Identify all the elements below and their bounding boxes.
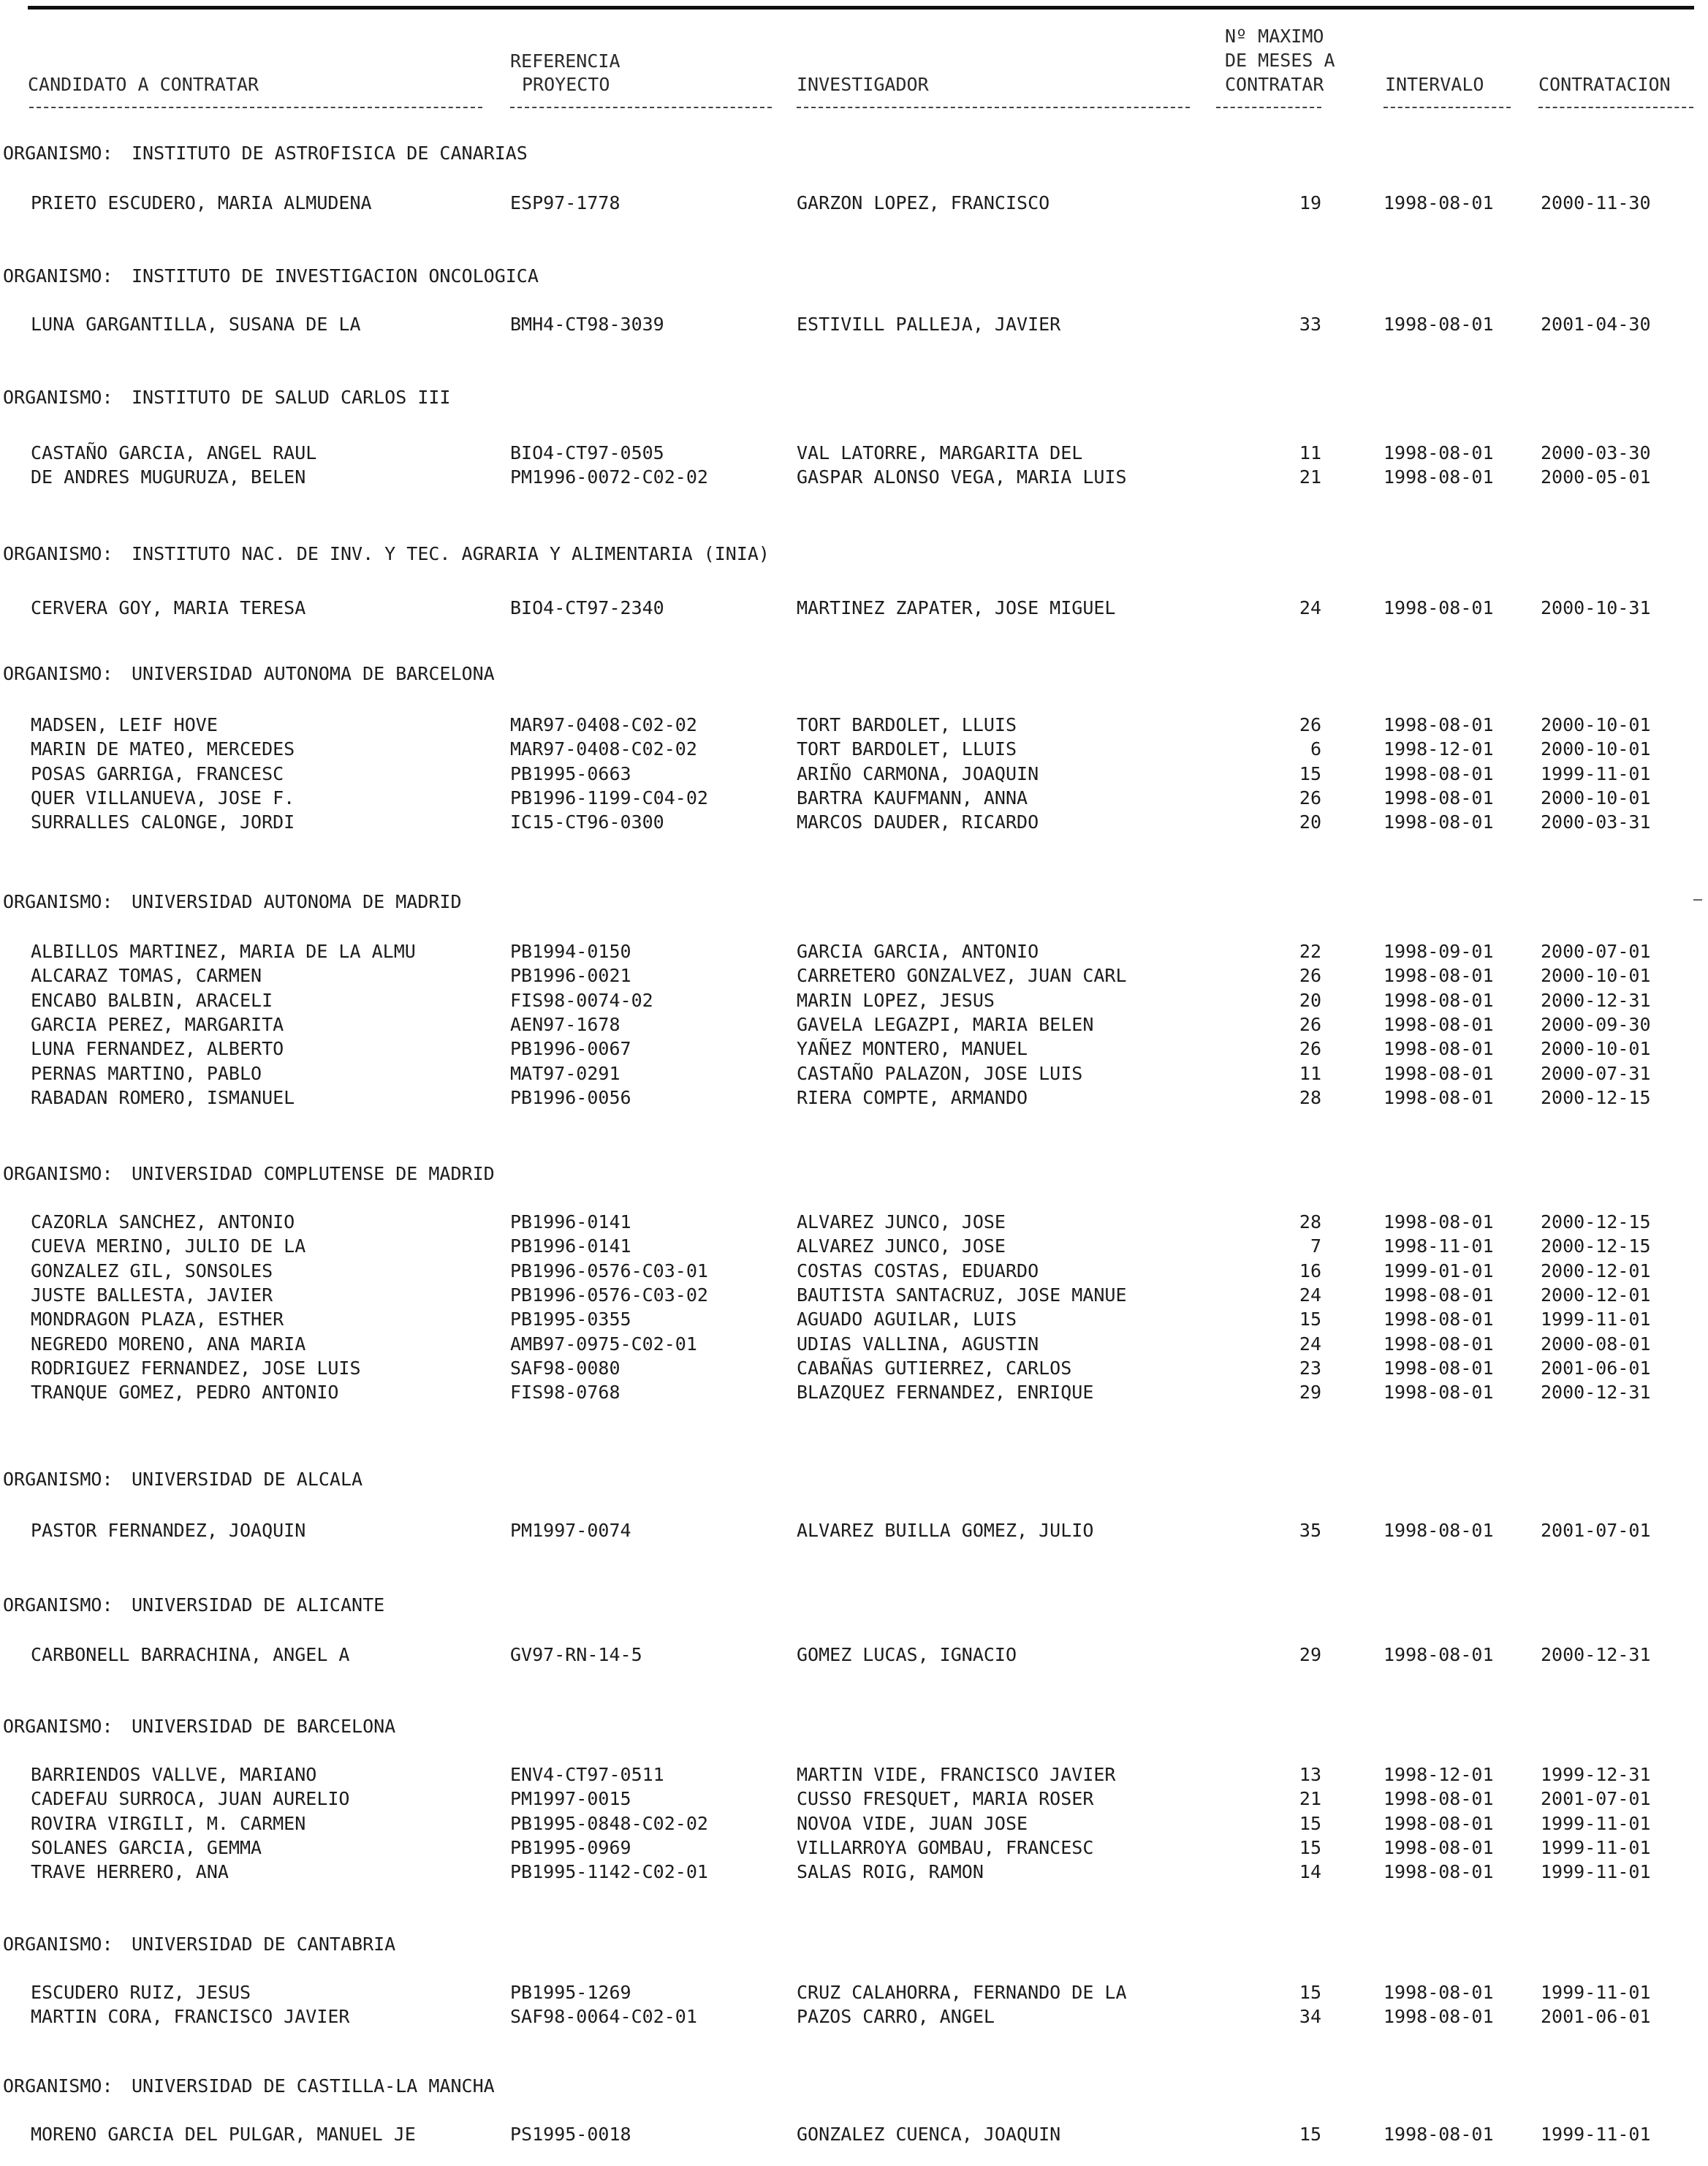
cell-intervalo: 1998-08-01 [1384,1211,1494,1232]
cell-candidato: PRIETO ESCUDERO, MARIA ALMUDENA [31,192,372,213]
cell-intervalo: 1998-08-01 [1384,1982,1494,2003]
cell-intervalo: 1998-08-01 [1384,466,1494,488]
cell-meses: 7 [1310,1235,1321,1257]
cell-meses: 35 [1299,1520,1321,1541]
cell-investigador: MARIN LOPEZ, JESUS [797,989,995,1011]
organismo-label: ORGANISMO: [3,143,113,164]
organismo-label: ORGANISMO: [3,891,113,912]
header-meses-line2: DE MESES A [1225,50,1335,71]
cell-candidato: CARBONELL BARRACHINA, ANGEL A [31,1644,350,1665]
cell-intervalo: 1998-08-01 [1384,2006,1494,2028]
cell-meses: 21 [1299,466,1321,488]
cell-investigador: CABAÑAS GUTIERREZ, CARLOS [797,1357,1072,1379]
cell-intervalo: 1998-11-01 [1384,1235,1494,1257]
cell-investigador: COSTAS COSTAS, EDUARDO [797,1260,1039,1281]
cell-investigador: ALVAREZ JUNCO, JOSE [797,1211,1006,1232]
cell-meses: 13 [1299,1764,1321,1785]
cell-investigador: BLAZQUEZ FERNANDEZ, ENRIQUE [797,1382,1094,1404]
cell-referencia: BMH4-CT98-3039 [510,314,664,335]
header-underline-investigador [797,107,1190,108]
organismo-name: UNIVERSIDAD COMPLUTENSE DE MADRID [132,1163,495,1184]
cell-contratacion: 1999-11-01 [1541,1836,1651,1858]
cell-candidato: BARRIENDOS VALLVE, MARIANO [31,1764,317,1785]
cell-referencia: PB1996-0576-C03-01 [510,1260,708,1281]
cell-investigador: GASPAR ALONSO VEGA, MARIA LUIS [797,466,1127,488]
cell-investigador: BARTRA KAUFMANN, ANNA [797,787,1028,809]
cell-referencia: SAF98-0080 [510,1357,620,1379]
organismo-name: INSTITUTO NAC. DE INV. Y TEC. AGRARIA Y ALIMENTARIA (INIA) [132,543,770,564]
header-meses-line3: CONTRATAR [1225,74,1324,95]
cell-intervalo: 1998-08-01 [1384,1284,1494,1306]
cell-contratacion: 1999-11-01 [1541,1861,1651,1883]
cell-referencia: ESP97-1778 [510,192,620,213]
organismo-name: UNIVERSIDAD DE CANTABRIA [132,1934,396,1955]
cell-candidato: MARTIN CORA, FRANCISCO JAVIER [31,2006,350,2028]
organismo-label: ORGANISMO: [3,663,113,684]
cell-intervalo: 1999-01-01 [1384,1260,1494,1281]
organismo-name: UNIVERSIDAD AUTONOMA DE BARCELONA [132,663,495,684]
cell-meses: 34 [1299,2006,1321,2028]
cell-referencia: FIS98-0074-02 [510,989,653,1011]
cell-referencia: BIO4-CT97-2340 [510,597,664,618]
cell-contratacion: 1999-11-01 [1541,1812,1651,1834]
cell-intervalo: 1998-08-01 [1384,1812,1494,1834]
cell-investigador: GONZALEZ CUENCA, JOAQUIN [797,2124,1061,2145]
header-contratacion: CONTRATACION [1538,74,1671,95]
cell-contratacion: 2001-07-01 [1541,1520,1651,1541]
cell-contratacion: 2001-04-30 [1541,314,1651,335]
cell-referencia: PB1995-1142-C02-01 [510,1861,708,1883]
cell-investigador: GARCIA GARCIA, ANTONIO [797,941,1039,962]
cell-intervalo: 1998-08-01 [1384,965,1494,987]
cell-referencia: PB1996-0141 [510,1235,631,1257]
cell-meses: 11 [1299,442,1321,463]
cell-investigador: BAUTISTA SANTACRUZ, JOSE MANUE [797,1284,1127,1306]
cell-candidato: SOLANES GARCIA, GEMMA [31,1836,262,1858]
organismo-name: INSTITUTO DE SALUD CARLOS III [132,387,451,408]
cell-candidato: PASTOR FERNANDEZ, JOAQUIN [31,1520,306,1541]
cell-meses: 20 [1299,811,1321,833]
cell-candidato: NEGREDO MORENO, ANA MARIA [31,1333,306,1355]
cell-contratacion: 1999-11-01 [1541,1982,1651,2003]
cell-investigador: VILLARROYA GOMBAU, FRANCESC [797,1836,1094,1858]
cell-contratacion: 2000-12-31 [1541,1382,1651,1404]
cell-investigador: TORT BARDOLET, LLUIS [797,714,1017,735]
header-candidato: CANDIDATO A CONTRATAR [28,74,259,95]
cell-intervalo: 1998-08-01 [1384,1309,1494,1330]
cell-intervalo: 1998-08-01 [1384,1013,1494,1035]
header-underline-candidato [29,107,482,108]
cell-meses: 19 [1299,192,1321,213]
cell-contratacion: 2000-10-31 [1541,597,1651,618]
cell-referencia: AEN97-1678 [510,1013,620,1035]
cell-referencia: PB1996-0056 [510,1086,631,1108]
cell-referencia: MAR97-0408-C02-02 [510,714,697,735]
cell-candidato: ENCABO BALBIN, ARACELI [31,989,273,1011]
cell-contratacion: 2000-10-01 [1541,1038,1651,1060]
cell-intervalo: 1998-09-01 [1384,941,1494,962]
cell-candidato: DE ANDRES MUGURUZA, BELEN [31,466,306,488]
header-intervalo: INTERVALO [1385,74,1484,95]
cell-contratacion: 2000-12-15 [1541,1211,1651,1232]
cell-investigador: TORT BARDOLET, LLUIS [797,738,1017,760]
cell-investigador: ALVAREZ JUNCO, JOSE [797,1235,1006,1257]
header-underline-meses [1216,107,1321,108]
cell-referencia: GV97-RN-14-5 [510,1644,642,1665]
cell-meses: 11 [1299,1062,1321,1084]
cell-contratacion: 2001-07-01 [1541,1788,1651,1810]
cell-investigador: ALVAREZ BUILLA GOMEZ, JULIO [797,1520,1094,1541]
cell-investigador: CRUZ CALAHORRA, FERNANDO DE LA [797,1982,1127,2003]
cell-intervalo: 1998-08-01 [1384,1086,1494,1108]
header-investigador: INVESTIGADOR [797,74,929,95]
cell-referencia: PB1996-0021 [510,965,631,987]
cell-candidato: TRAVE HERRERO, ANA [31,1861,229,1883]
cell-intervalo: 1998-08-01 [1384,989,1494,1011]
cell-contratacion: 2000-11-30 [1541,192,1651,213]
cell-intervalo: 1998-08-01 [1384,811,1494,833]
cell-intervalo: 1998-08-01 [1384,787,1494,809]
cell-referencia: PM1997-0074 [510,1520,631,1541]
cell-contratacion: 1999-11-01 [1541,1309,1651,1330]
cell-intervalo: 1998-12-01 [1384,738,1494,760]
cell-investigador: MARTINEZ ZAPATER, JOSE MIGUEL [797,597,1116,618]
cell-intervalo: 1998-08-01 [1384,1062,1494,1084]
cell-intervalo: 1998-08-01 [1384,1520,1494,1541]
cell-candidato: TRANQUE GOMEZ, PEDRO ANTONIO [31,1382,339,1404]
cell-contratacion: 2000-05-01 [1541,466,1651,488]
cell-intervalo: 1998-12-01 [1384,1764,1494,1785]
cell-contratacion: 2000-12-15 [1541,1235,1651,1257]
cell-investigador: GOMEZ LUCAS, IGNACIO [797,1644,1017,1665]
organismo-label: ORGANISMO: [3,387,113,408]
cell-intervalo: 1998-08-01 [1384,1788,1494,1810]
cell-meses: 26 [1299,714,1321,735]
cell-intervalo: 1998-08-01 [1384,192,1494,213]
header-meses-line1: Nº MAXIMO [1225,26,1324,47]
cell-meses: 15 [1299,1982,1321,2003]
cell-intervalo: 1998-08-01 [1384,442,1494,463]
cell-contratacion: 2000-12-31 [1541,989,1651,1011]
organismo-label: ORGANISMO: [3,265,113,287]
cell-referencia: MAR97-0408-C02-02 [510,738,697,760]
cell-meses: 28 [1299,1086,1321,1108]
cell-candidato: ROVIRA VIRGILI, M. CARMEN [31,1812,306,1834]
cell-intervalo: 1998-08-01 [1384,1382,1494,1404]
cell-candidato: CAZORLA SANCHEZ, ANTONIO [31,1211,295,1232]
cell-intervalo: 1998-08-01 [1384,1357,1494,1379]
cell-candidato: GONZALEZ GIL, SONSOLES [31,1260,273,1281]
cell-intervalo: 1998-08-01 [1384,1644,1494,1665]
organismo-name: UNIVERSIDAD DE CASTILLA-LA MANCHA [132,2075,495,2097]
cell-referencia: PB1995-0848-C02-02 [510,1812,708,1834]
cell-intervalo: 1998-08-01 [1384,1333,1494,1355]
cell-contratacion: 2000-12-01 [1541,1284,1651,1306]
cell-candidato: ESCUDERO RUIZ, JESUS [31,1982,251,2003]
cell-referencia: SAF98-0064-C02-01 [510,2006,697,2028]
top-rule [28,6,1694,10]
cell-candidato: PERNAS MARTINO, PABLO [31,1062,262,1084]
cell-contratacion: 2000-10-01 [1541,965,1651,987]
cell-meses: 29 [1299,1644,1321,1665]
organismo-label: ORGANISMO: [3,1469,113,1490]
cell-meses: 6 [1310,738,1321,760]
cell-contratacion: 2000-12-15 [1541,1086,1651,1108]
organismo-name: INSTITUTO DE ASTROFISICA DE CANARIAS [132,143,528,164]
cell-intervalo: 1998-08-01 [1384,597,1494,618]
cell-investigador: AGUADO AGUILAR, LUIS [797,1309,1017,1330]
cell-meses: 24 [1299,597,1321,618]
cell-meses: 14 [1299,1861,1321,1883]
cell-candidato: CUEVA MERINO, JULIO DE LA [31,1235,306,1257]
cell-contratacion: 1999-12-31 [1541,1764,1651,1785]
cell-referencia: IC15-CT96-0300 [510,811,664,833]
cell-candidato: QUER VILLANUEVA, JOSE F. [31,787,295,809]
cell-meses: 28 [1299,1211,1321,1232]
organismo-label: ORGANISMO: [3,1934,113,1955]
cell-meses: 15 [1299,1836,1321,1858]
cell-referencia: PB1996-0067 [510,1038,631,1060]
cell-contratacion: 2001-06-01 [1541,2006,1651,2028]
cell-investigador: NOVOA VIDE, JUAN JOSE [797,1812,1028,1834]
cell-meses: 26 [1299,965,1321,987]
organismo-name: UNIVERSIDAD AUTONOMA DE MADRID [132,891,462,912]
header-referencia-line2: PROYECTO [522,74,610,95]
cell-referencia: PB1996-0141 [510,1211,631,1232]
cell-referencia: BIO4-CT97-0505 [510,442,664,463]
organismo-label: ORGANISMO: [3,1163,113,1184]
cell-meses: 15 [1299,1309,1321,1330]
cell-candidato: LUNA FERNANDEZ, ALBERTO [31,1038,284,1060]
cell-referencia: PB1996-0576-C03-02 [510,1284,708,1306]
header-underline-contratacion [1538,107,1693,108]
cell-referencia: PM1996-0072-C02-02 [510,466,708,488]
cell-investigador: UDIAS VALLINA, AGUSTIN [797,1333,1039,1355]
cell-meses: 26 [1299,1038,1321,1060]
cell-investigador: ARIÑO CARMONA, JOAQUIN [797,762,1039,784]
cell-referencia: PB1995-0969 [510,1836,631,1858]
cell-investigador: SALAS ROIG, RAMON [797,1861,984,1883]
cell-investigador: ESTIVILL PALLEJA, JAVIER [797,314,1061,335]
cell-candidato: MARIN DE MATEO, MERCEDES [31,738,295,760]
cell-contratacion: 2001-06-01 [1541,1357,1651,1379]
cell-candidato: MADSEN, LEIF HOVE [31,714,218,735]
cell-referencia: ENV4-CT97-0511 [510,1764,664,1785]
cell-investigador: MARCOS DAUDER, RICARDO [797,811,1039,833]
cell-referencia: PB1995-1269 [510,1982,631,2003]
cell-contratacion: 2000-12-31 [1541,1644,1651,1665]
cell-contratacion: 1999-11-01 [1541,762,1651,784]
header-underline-intervalo [1384,107,1511,108]
cell-investigador: CASTAÑO PALAZON, JOSE LUIS [797,1062,1083,1084]
cell-referencia: PB1995-0355 [510,1309,631,1330]
cell-intervalo: 1998-08-01 [1384,1836,1494,1858]
cell-contratacion: 2000-08-01 [1541,1333,1651,1355]
cell-meses: 29 [1299,1382,1321,1404]
cell-referencia: AMB97-0975-C02-01 [510,1333,697,1355]
cell-referencia: PB1995-0663 [510,762,631,784]
cell-meses: 24 [1299,1333,1321,1355]
cell-meses: 16 [1299,1260,1321,1281]
cell-meses: 22 [1299,941,1321,962]
cell-contratacion: 2000-10-01 [1541,714,1651,735]
cell-investigador: MARTIN VIDE, FRANCISCO JAVIER [797,1764,1116,1785]
header-referencia-line1: REFERENCIA [510,50,620,72]
cell-candidato: SURRALLES CALONGE, JORDI [31,811,295,833]
cell-intervalo: 1998-08-01 [1384,1861,1494,1883]
cell-investigador: PAZOS CARRO, ANGEL [797,2006,995,2028]
cell-referencia: PS1995-0018 [510,2124,631,2145]
cell-contratacion: 2000-10-01 [1541,738,1651,760]
cell-meses: 24 [1299,1284,1321,1306]
cell-contratacion: 2000-03-31 [1541,811,1651,833]
cell-investigador: RIERA COMPTE, ARMANDO [797,1086,1028,1108]
cell-candidato: MORENO GARCIA DEL PULGAR, MANUEL JE [31,2124,416,2145]
cell-candidato: POSAS GARRIGA, FRANCESC [31,762,284,784]
cell-meses: 26 [1299,1013,1321,1035]
cell-contratacion: 1999-11-01 [1541,2124,1651,2145]
organismo-label: ORGANISMO: [3,2075,113,2097]
cell-meses: 26 [1299,787,1321,809]
cell-meses: 15 [1299,2124,1321,2145]
cell-referencia: PB1994-0150 [510,941,631,962]
cell-candidato: CERVERA GOY, MARIA TERESA [31,597,306,618]
cell-meses: 33 [1299,314,1321,335]
cell-candidato: GARCIA PEREZ, MARGARITA [31,1013,284,1035]
cell-contratacion: 2000-07-31 [1541,1062,1651,1084]
cell-contratacion: 2000-07-01 [1541,941,1651,962]
cell-intervalo: 1998-08-01 [1384,762,1494,784]
cell-contratacion: 2000-10-01 [1541,787,1651,809]
cell-intervalo: 1998-08-01 [1384,1038,1494,1060]
cell-candidato: RODRIGUEZ FERNANDEZ, JOSE LUIS [31,1357,361,1379]
organismo-name: INSTITUTO DE INVESTIGACION ONCOLOGICA [132,265,539,287]
cell-candidato: JUSTE BALLESTA, JAVIER [31,1284,273,1306]
cell-intervalo: 1998-08-01 [1384,714,1494,735]
cell-referencia: FIS98-0768 [510,1382,620,1404]
organismo-name: UNIVERSIDAD DE BARCELONA [132,1716,396,1737]
cell-intervalo: 1998-08-01 [1384,2124,1494,2145]
cell-meses: 21 [1299,1788,1321,1810]
organismo-name: UNIVERSIDAD DE ALICANTE [132,1594,385,1616]
cell-meses: 20 [1299,989,1321,1011]
cell-candidato: MONDRAGON PLAZA, ESTHER [31,1309,284,1330]
cell-referencia: PB1996-1199-C04-02 [510,787,708,809]
cell-investigador: VAL LATORRE, MARGARITA DEL [797,442,1083,463]
cell-candidato: ALCARAZ TOMAS, CARMEN [31,965,262,987]
cell-contratacion: 2000-03-30 [1541,442,1651,463]
cell-meses: 23 [1299,1357,1321,1379]
organismo-name: UNIVERSIDAD DE ALCALA [132,1469,363,1490]
cell-intervalo: 1998-08-01 [1384,314,1494,335]
cell-referencia: MAT97-0291 [510,1062,620,1084]
cell-investigador: CARRETERO GONZALVEZ, JUAN CARL [797,965,1127,987]
cell-candidato: ALBILLOS MARTINEZ, MARIA DE LA ALMU [31,941,416,962]
cell-candidato: RABADAN ROMERO, ISMANUEL [31,1086,295,1108]
margin-mark [1693,899,1702,901]
cell-investigador: YAÑEZ MONTERO, MANUEL [797,1038,1028,1060]
organismo-label: ORGANISMO: [3,543,113,564]
header-underline-referencia [510,107,772,108]
cell-candidato: CADEFAU SURROCA, JUAN AURELIO [31,1788,350,1810]
cell-candidato: CASTAÑO GARCIA, ANGEL RAUL [31,442,317,463]
organismo-label: ORGANISMO: [3,1716,113,1737]
cell-candidato: LUNA GARGANTILLA, SUSANA DE LA [31,314,361,335]
cell-contratacion: 2000-12-01 [1541,1260,1651,1281]
cell-meses: 15 [1299,762,1321,784]
cell-investigador: CUSSO FRESQUET, MARIA ROSER [797,1788,1094,1810]
cell-investigador: GAVELA LEGAZPI, MARIA BELEN [797,1013,1094,1035]
cell-meses: 15 [1299,1812,1321,1834]
cell-contratacion: 2000-09-30 [1541,1013,1651,1035]
cell-investigador: GARZON LOPEZ, FRANCISCO [797,192,1050,213]
cell-referencia: PM1997-0015 [510,1788,631,1810]
organismo-label: ORGANISMO: [3,1594,113,1616]
